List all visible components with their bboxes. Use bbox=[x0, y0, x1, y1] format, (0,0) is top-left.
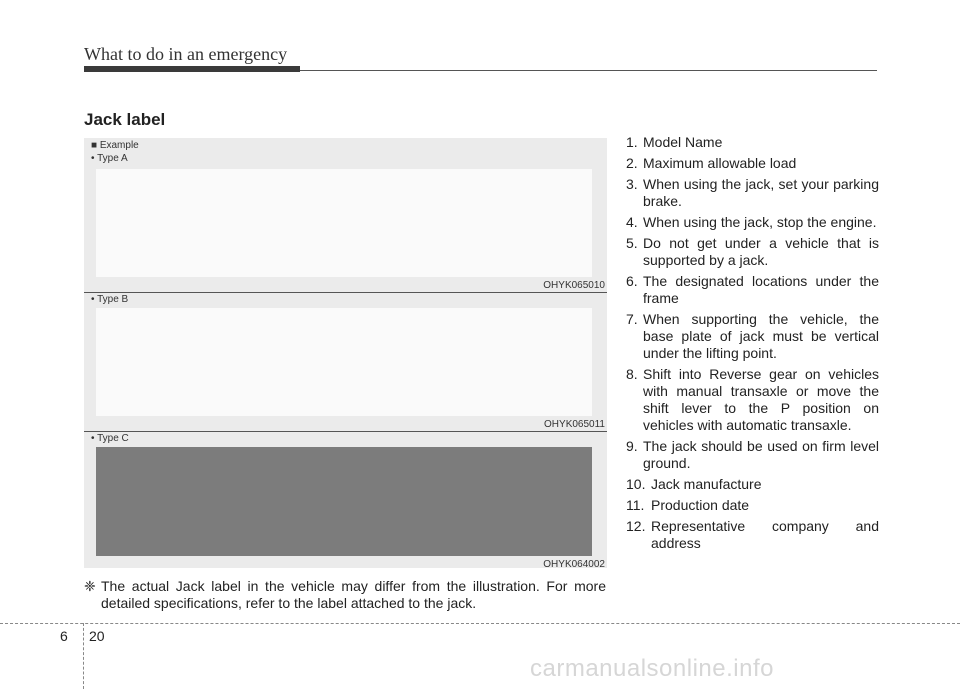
item-text: The jack should be used on firm level ground. bbox=[643, 438, 879, 471]
type-b-label: • Type B bbox=[91, 294, 129, 305]
type-c-code: OHYK064002 bbox=[543, 559, 605, 570]
list-item bbox=[626, 235, 879, 269]
item-text: Do not get under a vehicle that is supported by a jack. bbox=[643, 235, 879, 268]
page-header-title: What to do in an emergency bbox=[84, 44, 288, 64]
jack-label-figure bbox=[84, 138, 607, 568]
page-number: 20 bbox=[89, 628, 105, 644]
item-number: 9. bbox=[626, 438, 638, 454]
list-item bbox=[626, 214, 879, 231]
list-item bbox=[626, 273, 879, 307]
item-text: When supporting the vehicle, the base plate of jack must be vertical under the lifting point. bbox=[643, 311, 879, 361]
list-item bbox=[626, 518, 879, 552]
item-text: Production date bbox=[651, 497, 750, 513]
type-a-label-image bbox=[96, 169, 592, 277]
label-items-list bbox=[626, 134, 879, 556]
type-c-label: • Type C bbox=[91, 433, 129, 444]
header-accent-bar bbox=[84, 66, 300, 72]
type-b-code: OHYK065011 bbox=[544, 419, 605, 430]
type-a-label: • Type A bbox=[91, 153, 128, 164]
chapter-number: 6 bbox=[60, 628, 68, 644]
note-text: The actual Jack label in the vehicle may differ from the illustration. For more detailed specifications, refer to the label attached to the jack. bbox=[101, 578, 606, 611]
item-number: 8. bbox=[626, 366, 638, 382]
list-item bbox=[626, 134, 879, 151]
watermark: carmanualsonline.info bbox=[530, 655, 774, 682]
item-text: The designated locations under the frame bbox=[643, 273, 879, 306]
list-item bbox=[626, 438, 879, 472]
item-number: 7. bbox=[626, 311, 638, 327]
list-item bbox=[626, 366, 879, 434]
list-item bbox=[626, 476, 879, 493]
figure-divider bbox=[84, 431, 607, 432]
item-text: Jack manufacture bbox=[651, 476, 762, 492]
type-b-label-image bbox=[96, 308, 592, 416]
item-number: 11. bbox=[626, 497, 645, 513]
item-text: Representative company and address bbox=[651, 518, 879, 551]
square-bullet-icon: ■ bbox=[91, 140, 98, 151]
item-number: 3. bbox=[626, 176, 638, 192]
type-c-label-image bbox=[96, 447, 592, 556]
list-item bbox=[626, 155, 879, 172]
item-text: When using the jack, stop the engine. bbox=[643, 214, 877, 230]
item-text: Maximum allowable load bbox=[643, 155, 797, 171]
item-number: 12. bbox=[626, 518, 646, 534]
section-title: Jack label bbox=[84, 110, 166, 129]
figure-divider bbox=[84, 292, 607, 293]
item-text: When using the jack, set your parking brake. bbox=[643, 176, 879, 209]
item-number: 6. bbox=[626, 273, 638, 289]
list-item bbox=[626, 311, 879, 362]
item-number: 5. bbox=[626, 235, 638, 251]
type-a-code: OHYK065010 bbox=[543, 280, 605, 291]
item-text: Shift into Reverse gear on vehicles with manual transaxle or move the shift lever to the P position on vehicles with automatic transaxle. bbox=[643, 366, 879, 433]
list-item bbox=[626, 497, 879, 514]
item-number: 4. bbox=[626, 214, 638, 230]
item-number: 2. bbox=[626, 155, 638, 171]
item-number: 1. bbox=[626, 134, 638, 150]
note-symbol-icon: ❈ bbox=[84, 578, 96, 594]
example-label: Example bbox=[99, 140, 139, 151]
header-rule bbox=[300, 70, 877, 71]
footer-rule bbox=[0, 623, 960, 624]
example-caption bbox=[91, 140, 139, 151]
list-item bbox=[626, 176, 879, 210]
item-number: 10. bbox=[626, 476, 646, 492]
item-text: Model Name bbox=[643, 134, 723, 150]
footer-vertical-rule bbox=[83, 623, 84, 689]
disclaimer-note bbox=[84, 578, 606, 612]
